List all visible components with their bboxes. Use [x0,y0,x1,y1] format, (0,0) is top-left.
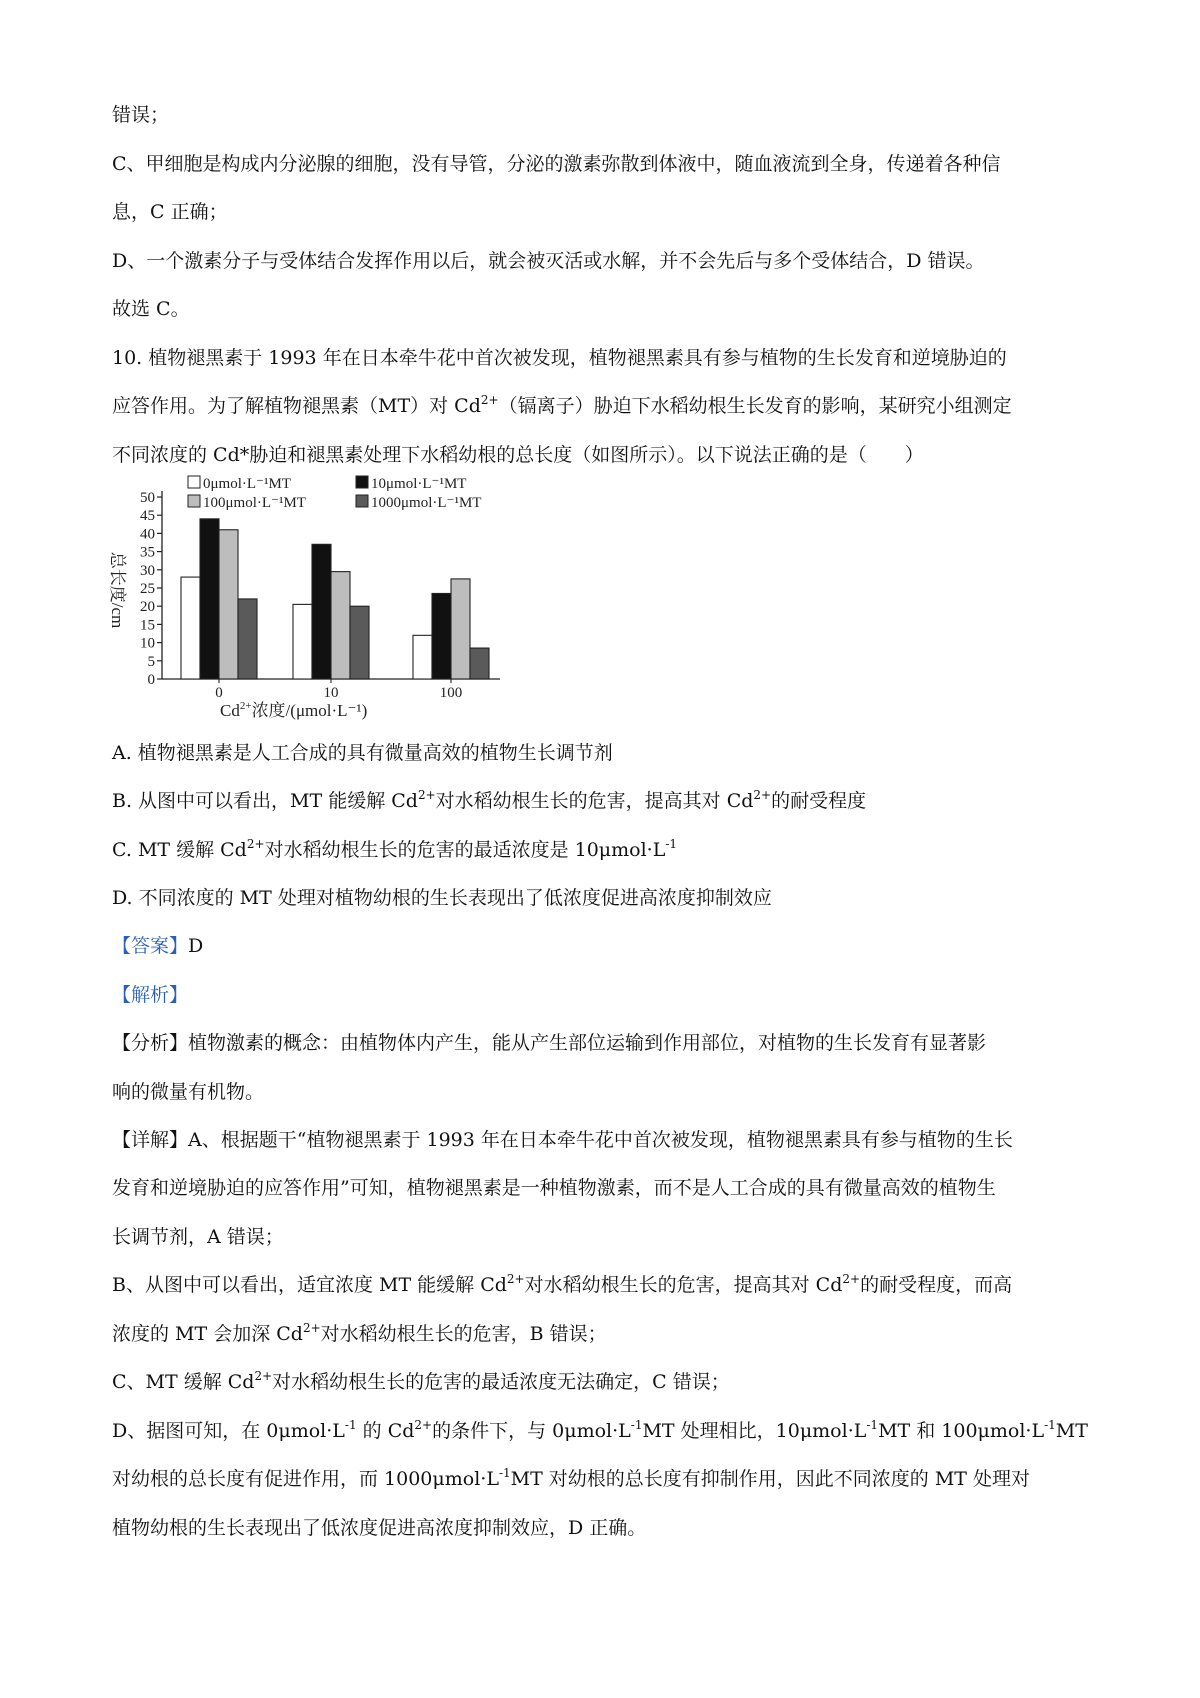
question-10-line: 应答作用。为了解植物褪黑素（MT）对 $Cd^{2+}$（镉离子）胁迫下水稻幼根生长发育的影响，某研究小组测定 [112,393,1012,417]
legend-label: 1000μmol·L⁻¹MT [371,495,482,511]
y-axis-label: 总长度/cm [108,551,127,629]
detail-line: 长调节剂，A 错误； [112,1226,284,1248]
legend-swatch [188,476,200,488]
y-tick-label: 5 [147,653,155,670]
y-tick-label: 50 [140,490,155,506]
bar [451,579,470,679]
y-tick-label: 20 [140,599,155,616]
y-tick-label: 45 [140,508,155,525]
question-10-line: 10. 植物褪黑素于 1993 年在日本牵牛花中首次被发现，植物褪黑素具有参与植物的生长发育和逆境胁迫的 [112,347,1007,369]
text-line: C、甲细胞是构成内分泌腺的细胞，没有导管，分泌的激素弥散到体液中，随血液流到全身，传递着各种信 [112,153,1001,175]
detail-line: C、MT 缓解 $Cd^{2+}$对水稻幼根生长的危害的最适浓度无法确定，C 错误； [112,1369,730,1393]
x-tick-label: 0 [215,685,223,701]
legend-label: 10μmol·L⁻¹MT [371,476,467,492]
bar [350,606,369,679]
detail-line: B、从图中可以看出，适宜浓度 MT 能缓解 $Cd^{2+}$对水稻幼根生长的危害，提高其对 $Cd^{2+}$的耐受程度，而高 [112,1272,1013,1296]
legend-swatch [188,495,200,507]
x-axis-label: $Cd^{2+}$浓度/(μmol·L⁻¹) [220,700,368,720]
detail-line: 发育和逆境胁迫的应答作用”可知，植物褪黑素是一种植物激素，而不是人工合成的具有微量高效的植物生 [112,1177,996,1199]
analysis-line: 响的微量有机物。 [112,1081,265,1103]
bar [413,635,432,679]
option-d: D. 不同浓度的 MT 处理对植物幼根的生长表现出了低浓度促进高浓度抑制效应 [112,887,772,909]
question-10-line: 不同浓度的 Cd*胁迫和褪黑素处理下水稻幼根的总长度（如图所示）。以下说法正确的是（ ） [112,444,924,466]
option-a: A. 植物褪黑素是人工合成的具有微量高效的植物生长调节剂 [112,742,613,764]
y-tick-label: 0 [147,672,155,688]
detail-line: 浓度的 MT 会加深 $Cd^{2+}$对水稻幼根生长的危害，B 错误； [112,1321,607,1345]
option-b: B. 从图中可以看出，MT 能缓解 $Cd^{2+}$对水稻幼根生长的危害，提高其对 $Cd^{2+}$的耐受程度 [112,788,867,812]
legend-swatch [356,495,368,507]
analysis-label: 【解析】 [112,984,189,1006]
legend-swatch [356,476,368,488]
bar [331,572,350,679]
y-tick-label: 35 [140,544,155,561]
y-tick-label: 40 [140,526,155,543]
bar [200,519,219,679]
y-tick-label: 15 [140,617,155,634]
detail-line: D、据图可知，在 $0\mu mol\cdot L^{-1}$ 的 $Cd^{2+}$的条件下，与 $0\mu mol\cdot L^{-1}MT$ 处理相比，$10\mu mol\cdot L^{-1}MT$ 和 $100\mu mol\cdot L^{-1}MT$ [112,1418,1088,1442]
text-line: 息，C 正确； [112,201,228,223]
answer-value: D [188,935,204,957]
x-tick-labels [215,685,462,701]
bar [219,530,238,679]
y-tick-label: 30 [140,562,155,579]
bar [312,544,331,679]
answer-line [112,934,203,958]
bar [238,599,257,679]
bar [470,648,489,679]
chart-bars [181,519,489,679]
bar [432,593,451,679]
text-line: 错误； [112,104,170,126]
chart-legend [188,476,481,511]
detail-line: 植物幼根的生长表现出了低浓度促进高浓度抑制效应，D 正确。 [112,1517,647,1539]
x-tick-label: 10 [323,685,339,701]
legend-label: 100μmol·L⁻¹MT [203,495,306,511]
detail-line: 对幼根的总长度有促进作用，而 $1000\mu mol\cdot L^{-1}MT$ 对幼根的总长度有抑制作用，因此不同浓度的 MT 处理对 [112,1466,1031,1490]
analysis-line: 【分析】植物激素的概念：由植物体内产生，能从产生部位运输到作用部位，对植物的生长发育有显著影 [112,1032,987,1054]
y-tick-label: 10 [140,635,155,652]
answer-label: 【答案】 [112,935,189,957]
y-tick-label: 25 [140,581,155,597]
option-c: C. MT 缓解 $Cd^{2+}$对水稻幼根生长的危害的最适浓度是 $10\mu mol\cdot L^{-1}$ [112,837,678,861]
detail-line: 【详解】A、根据题干“植物褪黑素于 1993 年在日本牵牛花中首次被发现，植物褪黑素具有参与植物的生长 [112,1129,1013,1151]
y-tick-labels [140,490,155,688]
bar [181,577,200,679]
text-line: 故选 C。 [112,298,190,320]
bar [293,604,312,679]
legend-label: 0μmol·L⁻¹MT [203,476,291,492]
text-line: D、一个激素分子与受体结合发挥作用以后，就会被灭活或水解，并不会先后与多个受体结合，D 错误。 [112,250,985,272]
bar-chart [100,472,530,722]
x-tick-label: 100 [439,685,463,701]
